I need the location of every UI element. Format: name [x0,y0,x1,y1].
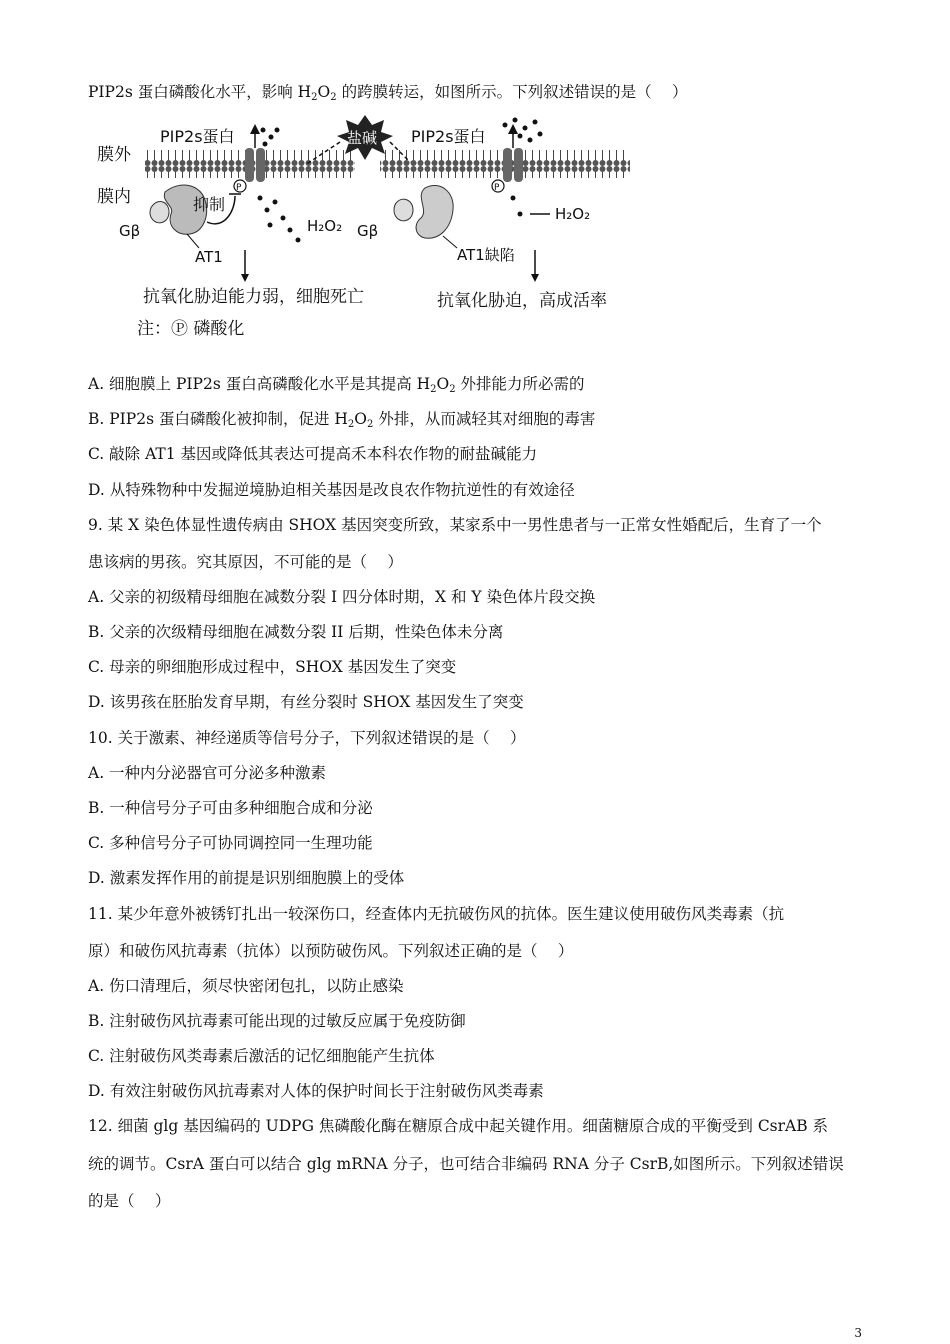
q10-option-c: C. 多种信号分子可协同调控同一生理功能 [88,834,373,852]
q9-stem-line2: 患该病的男孩。究其原因，不可能的是（ ） [88,553,403,571]
g-beta-left [150,201,169,222]
q12-stem-line1: 12. 细菌 glg 基因编码的 UDPG 焦磷酸化酶在糖原合成中起关键作用。细菌糖原合成的平衡受到 CsrAB 系 [88,1117,829,1135]
label-inhibit: 抑制 [193,195,226,214]
phospho-mark-left [234,180,246,193]
svg-text:P: P [494,183,500,193]
h2o2-dots-top-right [503,118,543,143]
pip2s-h2o2-diagram [95,110,640,345]
q11-option-d: D. 有效注射破伤风抗毒素对人体的保护时间长于注射破伤风类毒素 [88,1082,544,1100]
q10-option-a: A. 一种内分泌器官可分泌多种激素 [88,764,327,782]
q10-option-d: D. 激素发挥作用的前提是识别细胞膜上的受体 [88,869,405,887]
label-h2o2-right: H₂O₂ [555,205,591,223]
q12-stem-line3: 的是（ ） [88,1192,171,1210]
q8-stem: PIP2s 蛋白磷酸化水平，影响 $H_2O_2$ 的跨膜转运，如图所示。下列叙述错误的是（ ） [88,83,688,103]
q11-stem-line2: 原）和破伤风抗毒素（抗体）以预防破伤风。下列叙述正确的是（ ） [88,942,574,960]
q11-stem-line1: 11. 某少年意外被锈钉扎出一较深伤口，经查体内无抗破伤风的抗体。医生建议使用破伤风类毒素（抗 [88,905,785,923]
q9-option-c: C. 母亲的卵细胞形成过程中，SHOX 基因发生了突变 [88,658,457,676]
label-result-left: 抗氧化胁迫能力弱，细胞死亡 [143,287,364,307]
label-note: 注：Ⓟ 磷酸化 [137,319,245,339]
q9-option-d: D. 该男孩在胚胎发育早期，有丝分裂时 SHOX 基因发生了突变 [88,693,524,711]
salt-alkali-burst [337,115,393,160]
label-result-right: 抗氧化胁迫，高成活率 [437,291,607,311]
label-g-beta-left: Gβ [119,222,141,240]
q9-option-b: B. 父亲的次级精母细胞在减数分裂 II 后期，性染色体未分离 [88,623,504,641]
q8-option-a: A. 细胞膜上 PIP2s 蛋白高磷酸化水平是其提高 $H_2O_2$ 外排能力所必需的 [88,375,585,395]
h2o2-dots-bottom-right [511,196,523,217]
label-pip2s-left: PIP2s蛋白 [160,127,235,146]
label-h2o2-left: H₂O₂ [307,217,343,235]
label-g-beta-right: Gβ [357,222,379,240]
q8-option-c: C. 敲除 AT1 基因或降低其表达可提高禾本科农作物的耐盐碱能力 [88,445,538,463]
q12-stem-line2: 统的调节。CsrA 蛋白可以结合 glg mRNA 分子，也可结合非编码 RNA 分子 CsrB,如图所示。下列叙述错误 [88,1155,844,1173]
q11-option-c: C. 注射破伤风类毒素后激活的记忆细胞能产生抗体 [88,1047,435,1065]
label-at1-defect: AT1缺陷 [457,246,515,264]
q11-option-b: B. 注射破伤风抗毒素可能出现的过敏反应属于免疫防御 [88,1012,466,1030]
at1-defect-protein [416,185,453,238]
q8-option-b: B. PIP2s 蛋白磷酸化被抑制，促进 $H_2O_2$ 外排，从而减轻其对细胞的毒害 [88,410,596,430]
label-pip2s-right: PIP2s蛋白 [411,127,486,146]
q10-stem: 10. 关于激素、神经递质等信号分子，下列叙述错误的是（ ） [88,729,526,747]
label-membrane-outer: 膜外 [97,145,131,165]
q9-option-a: A. 父亲的初级精母细胞在减数分裂 I 四分体时期，X 和 Y 染色体片段交换 [88,588,596,606]
h2o2-dots-top-left [261,128,280,147]
q9-stem-line1: 9. 某 X 染色体显性遗传病由 SHOX 基因突变所致，某家系中一男性患者与一正常女性婚配后，生育了一个 [88,516,822,534]
q8-option-d: D. 从特殊物种中发掘逆境胁迫相关基因是改良农作物抗逆性的有效途径 [88,481,575,499]
label-salt-alkali: 盐碱 [347,129,378,147]
phospho-mark-right [492,180,504,193]
label-membrane-inner: 膜内 [97,187,131,207]
q11-option-a: A. 伤口清理后，须尽快密闭包扎，以防止感染 [88,977,404,995]
h2o2-dots-bottom-left [258,196,301,243]
page-number: 3 [854,1326,862,1340]
svg-text:P: P [236,183,242,193]
g-beta-right [394,199,413,221]
label-at1: AT1 [195,248,223,266]
q10-option-b: B. 一种信号分子可由多种细胞合成和分泌 [88,799,373,817]
